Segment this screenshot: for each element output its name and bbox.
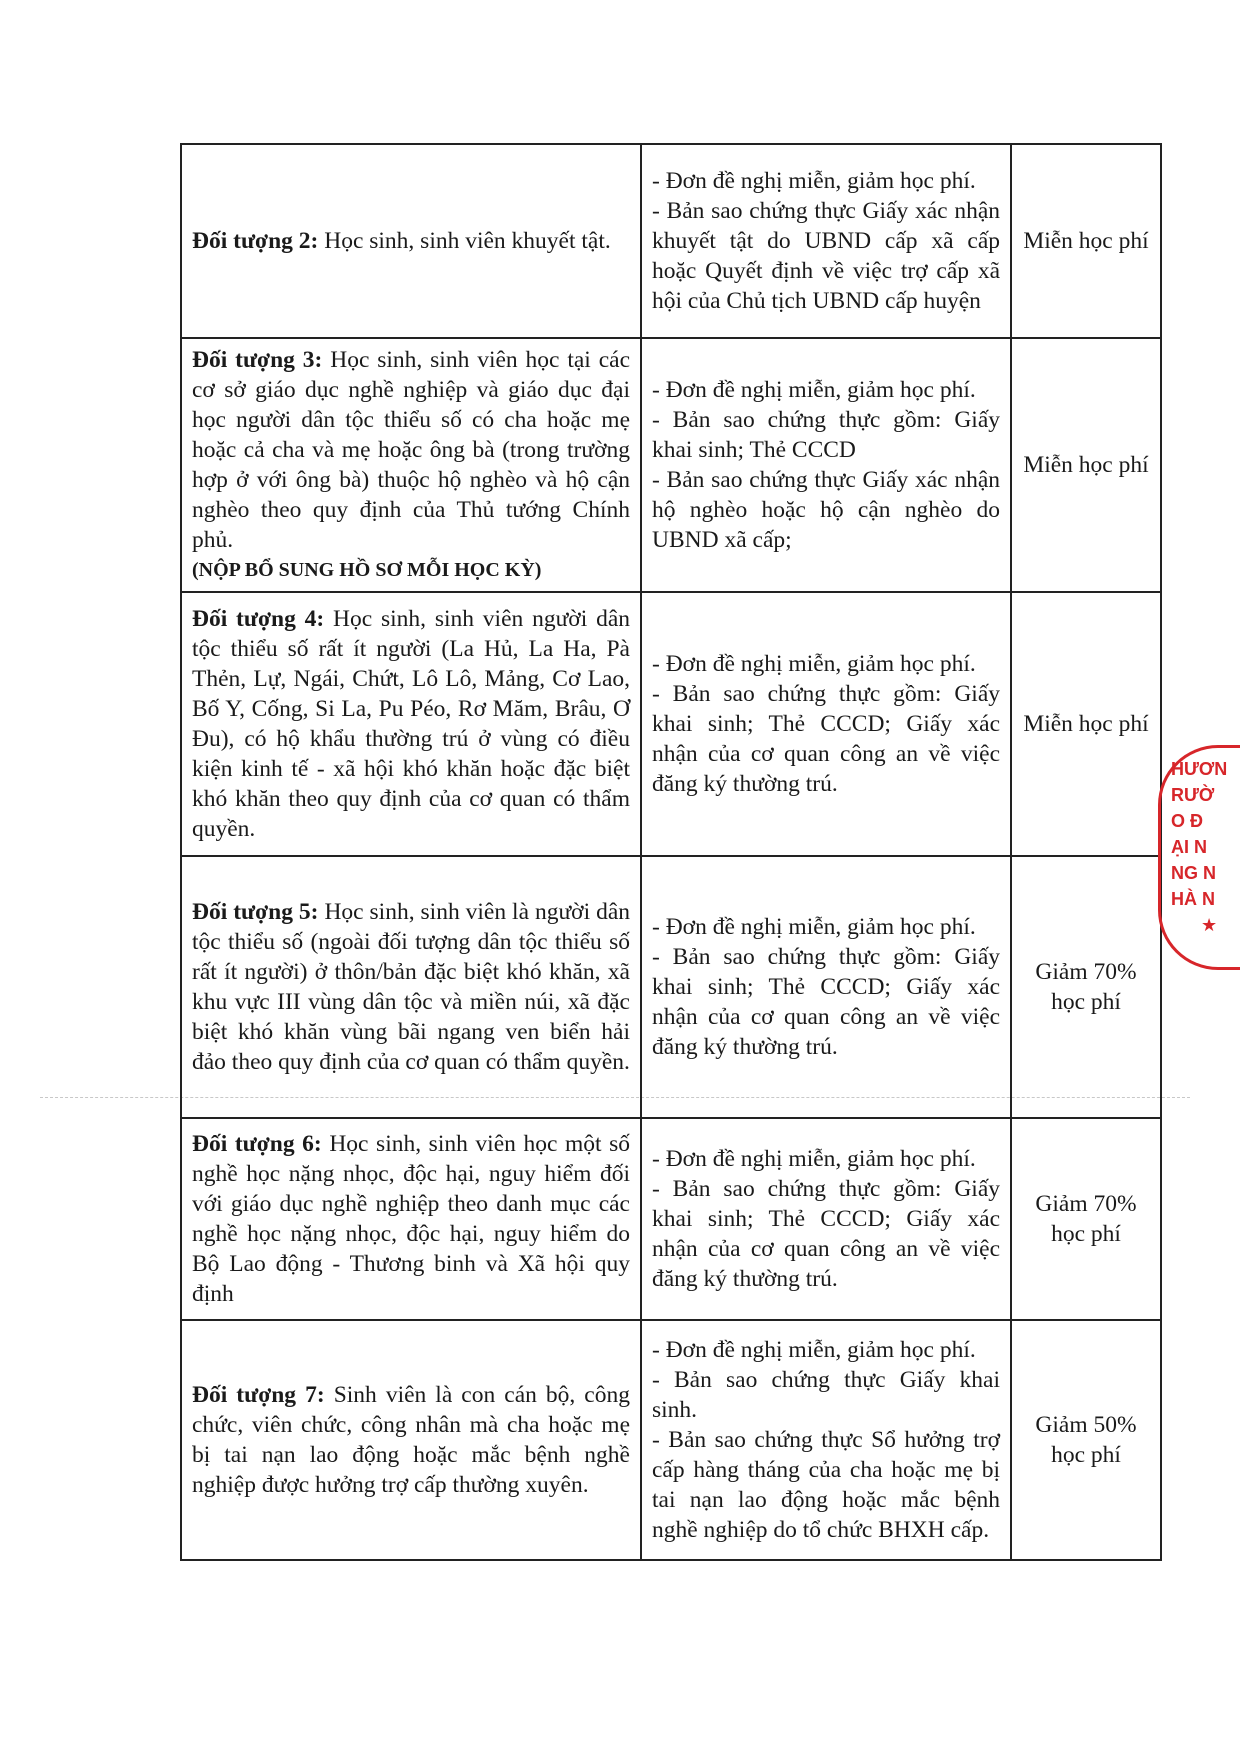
target-cell: [181, 856, 641, 1118]
document-item: - Bản sao chứng thực gồm: Giấy khai sinh; Thẻ CCCD; Giấy xác nhận của cơ quan công an về việc đăng ký thường trú.: [652, 1176, 1000, 1292]
official-stamp: [1158, 745, 1240, 970]
document-item: - Bản sao chứng thực gồm: Giấy khai sinh; Thẻ CCCD; Giấy xác nhận của cơ quan công an về việc đăng ký thường trú.: [652, 681, 1000, 797]
documents-cell: [641, 1118, 1011, 1320]
document-item: - Đơn đề nghị miễn, giảm học phí.: [652, 914, 976, 940]
documents-cell: [641, 592, 1011, 856]
document-item: - Bản sao chứng thực Giấy xác nhận hộ nghèo hoặc hộ cận nghèo do UBND xã cấp;: [652, 467, 1000, 553]
target-description: Học sinh, sinh viên học tại các cơ sở giáo dục nghề nghiệp và giáo dục đại học người dân tộc thiểu số có cha hoặc mẹ hoặc cả cha và mẹ hoặc ông bà (trong trường hợp ở với ông bà) thuộc hộ nghèo và hộ cận nghèo theo quy định của Thủ tướng Chính phủ.: [192, 347, 631, 553]
stamp-text: ẠI N: [1171, 837, 1207, 857]
target-note: (NỘP BỔ SUNG HỒ SƠ MỖI HỌC KỲ): [192, 559, 542, 581]
benefit-cell: Giảm 70% học phí: [1011, 1118, 1161, 1320]
target-cell: [181, 1118, 641, 1320]
document-item: - Bản sao chứng thực Sổ hưởng trợ cấp hàng tháng của cha hoặc mẹ bị tai nạn lao động hoặc mắc bệnh nghề nghiệp do tổ chức BHXH cấp.: [652, 1427, 1000, 1543]
documents-cell: [641, 338, 1011, 592]
table-row: [181, 592, 1161, 856]
star-icon: ★: [1201, 915, 1218, 935]
benefit-cell: Miễn học phí: [1011, 144, 1161, 338]
document-item: - Đơn đề nghị miễn, giảm học phí.: [652, 168, 976, 194]
table-row: [181, 1118, 1161, 1320]
document-item: - Bản sao chứng thực Giấy xác nhận khuyết tật do UBND cấp xã cấp hoặc Quyết định về việc trợ cấp xã hội của Chủ tịch UBND cấp huyện: [652, 198, 1000, 314]
document-item: - Đơn đề nghị miễn, giảm học phí.: [652, 377, 976, 403]
document-item: - Bản sao chứng thực gồm: Giấy khai sinh; Thẻ CCCD; Giấy xác nhận của cơ quan công an về việc đăng ký thường trú.: [652, 944, 1000, 1060]
document-item: - Đơn đề nghị miễn, giảm học phí.: [652, 651, 976, 677]
document-item: - Bản sao chứng thực Giấy khai sinh.: [652, 1367, 1000, 1423]
target-label: Đối tượng 5:: [192, 899, 319, 925]
tuition-exemption-table: [180, 143, 1162, 1561]
documents-cell: [641, 1320, 1011, 1560]
target-cell: [181, 144, 641, 338]
target-label: Đối tượng 4:: [192, 606, 325, 632]
documents-cell: [641, 144, 1011, 338]
target-cell: [181, 592, 641, 856]
table-row: [181, 856, 1161, 1118]
stamp-text: HƯƠN: [1171, 759, 1228, 779]
target-label: Đối tượng 6:: [192, 1131, 322, 1157]
benefit-cell: Giảm 50% học phí: [1011, 1320, 1161, 1560]
stamp-text: RƯỜ: [1171, 785, 1215, 805]
target-description: Học sinh, sinh viên học một số nghề học nặng nhọc, độc hại, nguy hiểm đối với giáo dục nghề nghiệp theo danh mục các nghề học nặng nhọc, độc hại, nguy hiểm do Bộ Lao động - Thương binh và Xã hội quy định: [192, 1131, 631, 1307]
table-row: [181, 338, 1161, 592]
target-cell: [181, 338, 641, 592]
document-item: - Đơn đề nghị miễn, giảm học phí.: [652, 1337, 976, 1363]
document-item: - Bản sao chứng thực gồm: Giấy khai sinh; Thẻ CCCD: [652, 407, 1000, 463]
target-description: Học sinh, sinh viên là người dân tộc thiểu số (ngoài đối tượng dân tộc thiểu số rất ít người) ở thôn/bản đặc biệt khó khăn, xã khu vực III vùng dân tộc và miền núi, xã đặc biệt khó khăn vùng bãi ngang ven biển hải đảo theo quy định của cơ quan có thẩm quyền.: [192, 899, 631, 1075]
documents-cell: [641, 856, 1011, 1118]
table-row: [181, 1320, 1161, 1560]
benefit-cell: Miễn học phí: [1011, 592, 1161, 856]
stamp-text: O Đ: [1171, 811, 1204, 831]
stamp-text: NG N: [1171, 863, 1216, 883]
target-label: Đối tượng 2:: [192, 228, 319, 254]
target-description: Sinh viên là con cán bộ, công chức, viên chức, công nhân mà cha hoặc mẹ bị tai nạn lao động hoặc mắc bệnh nghề nghiệp được hưởng trợ cấp thường xuyên.: [192, 1382, 630, 1498]
benefit-cell: Miễn học phí: [1011, 338, 1161, 592]
target-label: Đối tượng 7:: [192, 1382, 325, 1408]
document-item: - Đơn đề nghị miễn, giảm học phí.: [652, 1146, 976, 1172]
target-cell: [181, 1320, 641, 1560]
target-description: Học sinh, sinh viên khuyết tật.: [324, 228, 611, 254]
table-row: [181, 144, 1161, 338]
stamp-text: HÀ N: [1171, 889, 1215, 909]
target-description: Học sinh, sinh viên người dân tộc thiểu số rất ít người (La Hủ, La Ha, Pà Thẻn, Lự, Ngái, Chứt, Lô Lô, Mảng, Cơ Lao, Bố Y, Cống, Si La, Pu Péo, Rơ Măm, Brâu, Ơ Đu), có hộ khẩu thường trú ở vùng có điều kiện kinh tế - xã hội khó khăn hoặc đặc biệt khó khăn theo quy định của cơ quan có thẩm quyền.: [192, 606, 630, 842]
benefit-cell: Giảm 70% học phí: [1011, 856, 1161, 1118]
target-label: Đối tượng 3:: [192, 347, 323, 373]
